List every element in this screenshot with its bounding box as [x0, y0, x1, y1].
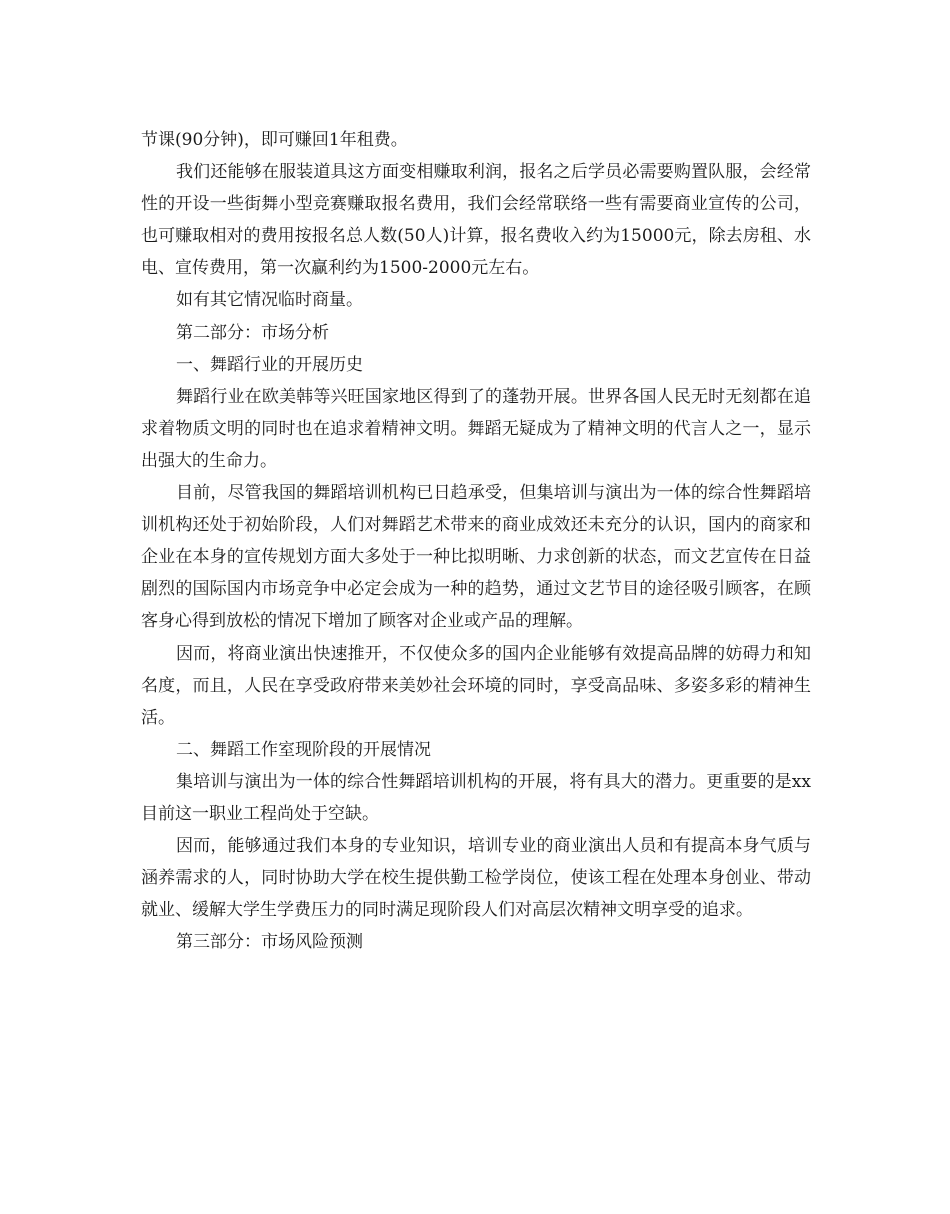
paragraph-continuation: 节课(90分钟)，即可赚回1年租费。 — [141, 130, 408, 150]
paragraph-costume-profit: 我们还能够在服装道具这方面变相赚取利润，报名之后学员必需要购置队服，会经常性的开设一些街舞小型竞赛赚取报名费用，我们会经常联络一些有需要商业宣传的公司，也可赚取相对的费用按报名总人数(50人)计算，报名费收入约为15000元，除去房租、水电、宣传费用，第一次赢利约为1500-2000元左右。 — [141, 162, 811, 279]
paragraph-professional-training: 因而，能够通过我们本身的专业知识，培训专业的商业演出人员和有提高本身气质与涵养需求的人，同时协助大学在校生提供勤工检学岗位，使该工程在处理本身创业、带动就业、缓解大学生学费压力的同时满足现阶段人们对高层次精神文明享受的追求。 — [141, 836, 811, 921]
paragraph-commercial-performance: 因而，将商业演出快速推开，不仅使众多的国内企业能够有效提高品牌的妨碍力和知名度，而且，人民在享受政府带来美妙社会环境的同时，享受高品味、多姿多彩的精神生活。 — [141, 643, 811, 728]
document-body — [141, 124, 811, 958]
section-heading-risk-forecast: 第三部分：市场风险预测 — [176, 932, 363, 953]
paragraph-current-status: 目前，尽管我国的舞蹈培训机构已日趋承受，但集培训与演出为一体的综合性舞蹈培训机构还处于初始阶段，人们对舞蹈艺术带来的商业成效还未充分的认识，国内的商家和企业在本身的宣传规划方面大多处于一种比拟明晰、力求创新的状态，而文艺宣传在日益剧烈的国际国内市场竞争中必定会成为一种的趋势，通过文艺节目的途径吸引顾客，在顾客身心得到放松的情况下增加了顾客对企业或产品的理解。 — [141, 483, 811, 632]
paragraph-other-cases: 如有其它情况临时商量。 — [176, 290, 363, 311]
paragraph-dance-industry: 舞蹈行业在欧美韩等兴旺国家地区得到了的蓬勃开展。世界各国人民无时无刻都在追求着物质文明的同时也在追求着精神文明。舞蹈无疑成为了精神文明的代言人之一，显示出强大的生命力。 — [141, 386, 811, 471]
section-heading-market-analysis: 第二部分：市场分析 — [176, 322, 329, 343]
subheading-studio-status: 二、舞蹈工作室现阶段的开展情况 — [176, 739, 431, 760]
paragraph-training-potential: 集培训与演出为一体的综合性舞蹈培训机构的开展，将有具大的潜力。更重要的是xx目前这一职业工程尚处于空缺。 — [141, 771, 811, 824]
subheading-dance-history: 一、舞蹈行业的开展历史 — [176, 354, 363, 375]
